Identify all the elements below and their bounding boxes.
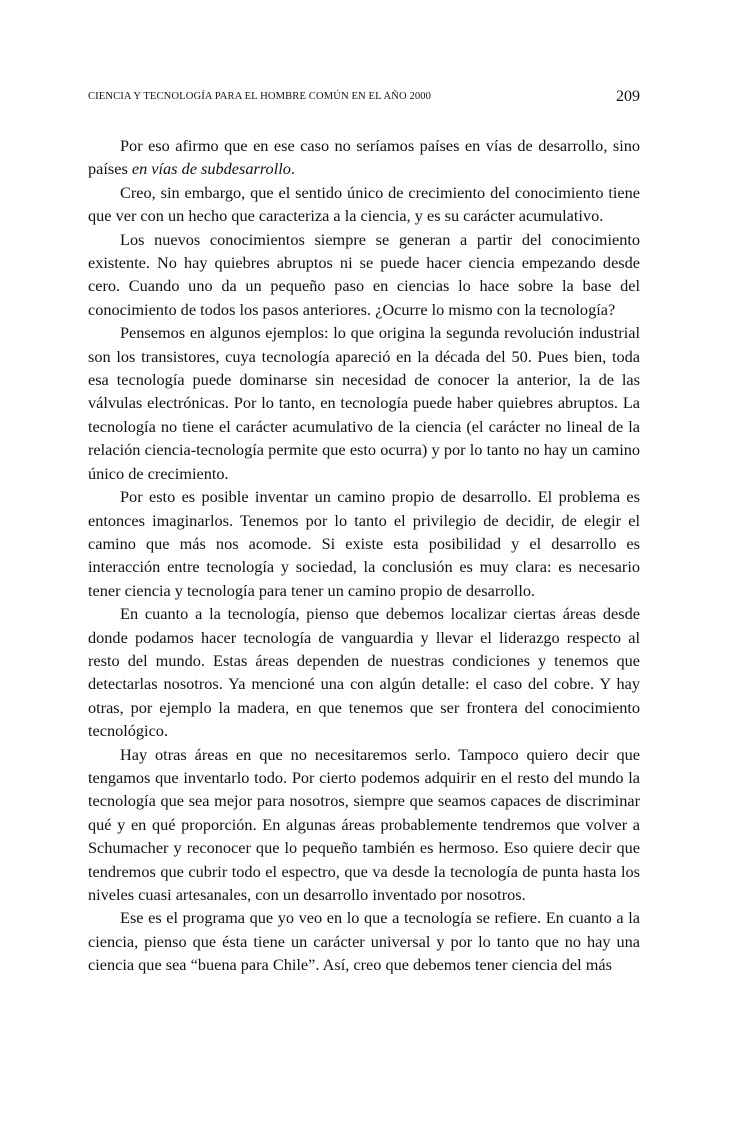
paragraph-5: Por esto es posible inventar un camino propio de desarrollo. El problema es entonces imaginarlos. Tenemos por lo tanto el privilegio de decidir, de elegir el camino que más nos acomode. Si existe esta posibilidad y el desarrollo es interacción entre tecnología y sociedad, la conclusión es muy clara: es necesario tener ciencia y tecnología para tener un camino propio de desarrollo. [88, 487, 640, 600]
paragraph-8: Ese es el programa que yo veo en lo que a tecnología se refiere. En cuanto a la ciencia, pienso que ésta tiene un carácter universal y por lo tanto que no hay una ciencia que sea “buena para Chile”. Así, creo que debemos tener ciencia del más [88, 908, 640, 975]
body-text [88, 134, 640, 977]
page-number: 209 [616, 88, 640, 105]
running-head [88, 90, 640, 110]
paragraph-2: Creo, sin embargo, que el sentido único de crecimiento del conocimiento tiene que ver con un hecho que caracteriza a la ciencia, y es su carácter acumulativo. [88, 182, 640, 226]
paragraph-1-text: Por eso afirmo que en ese caso no seríamos países en vías de desarrollo, sino países [88, 136, 640, 179]
paragraph-1 [88, 134, 640, 181]
paragraph-6: En cuanto a la tecnología, pienso que debemos localizar ciertas áreas desde donde podamos hacer tecnología de vanguardia y llevar el liderazgo respecto al resto del mundo. Estas áreas dependen de nuestras condiciones y tenemos que detectarlas nosotros. Ya mencioné una con algún detalle: el caso del cobre. Y hay otras, por ejemplo la madera, en que tenemos que ser frontera del conocimiento tecnológico. [88, 604, 640, 741]
paragraph-7: Hay otras áreas en que no necesitaremos serlo. Tampoco quiero decir que tengamos que inventarlo todo. Por cierto podemos adquirir en el resto del mundo la tecnología que sea mejor para nosotros, siempre que seamos capaces de discriminar qué y en qué proporción. En algunas áreas probablemente tendremos que volver a Schumacher y reconocer que lo pequeño también es hermoso. Eso quiere decir que tendremos que cubrir todo el espectro, que va desde la tecnología de punta hasta los niveles cuasi artesanales, con un desarrollo inventado por nosotros. [88, 744, 640, 904]
paragraph-1-italic: en vías de subdesarrollo [131, 159, 291, 179]
paragraph-3: Los nuevos conocimientos siempre se generan a partir del conocimiento existente. No hay quiebres abruptos ni se puede hacer ciencia empezando desde cero. Cuando uno da un pequeño paso en ciencias lo hace sobre la base del conocimiento de todos los pasos anteriores. ¿Ocurre lo mismo con la tecnología? [88, 229, 640, 319]
paragraph-1-end: . [290, 159, 295, 179]
paragraph-4: Pensemos en algunos ejemplos: lo que origina la segunda revolución industrial son los transistores, cuya tecnología apareció en la década del 50. Pues bien, toda esa tecnología puede dominarse sin necesidad de conocer la anterior, la de las válvulas electrónicas. Por lo tanto, en tecnología puede haber quiebres abruptos. La tecnología no tiene el carácter acumulativo de la ciencia (el carácter no lineal de la relación ciencia-tecnología permite que esto ocurra) y por lo tanto no hay un camino único de crecimiento. [88, 323, 640, 483]
running-title: CIENCIA Y TECNOLOGÍA PARA EL HOMBRE COMÚN EN EL AÑO 2000 [88, 91, 432, 102]
